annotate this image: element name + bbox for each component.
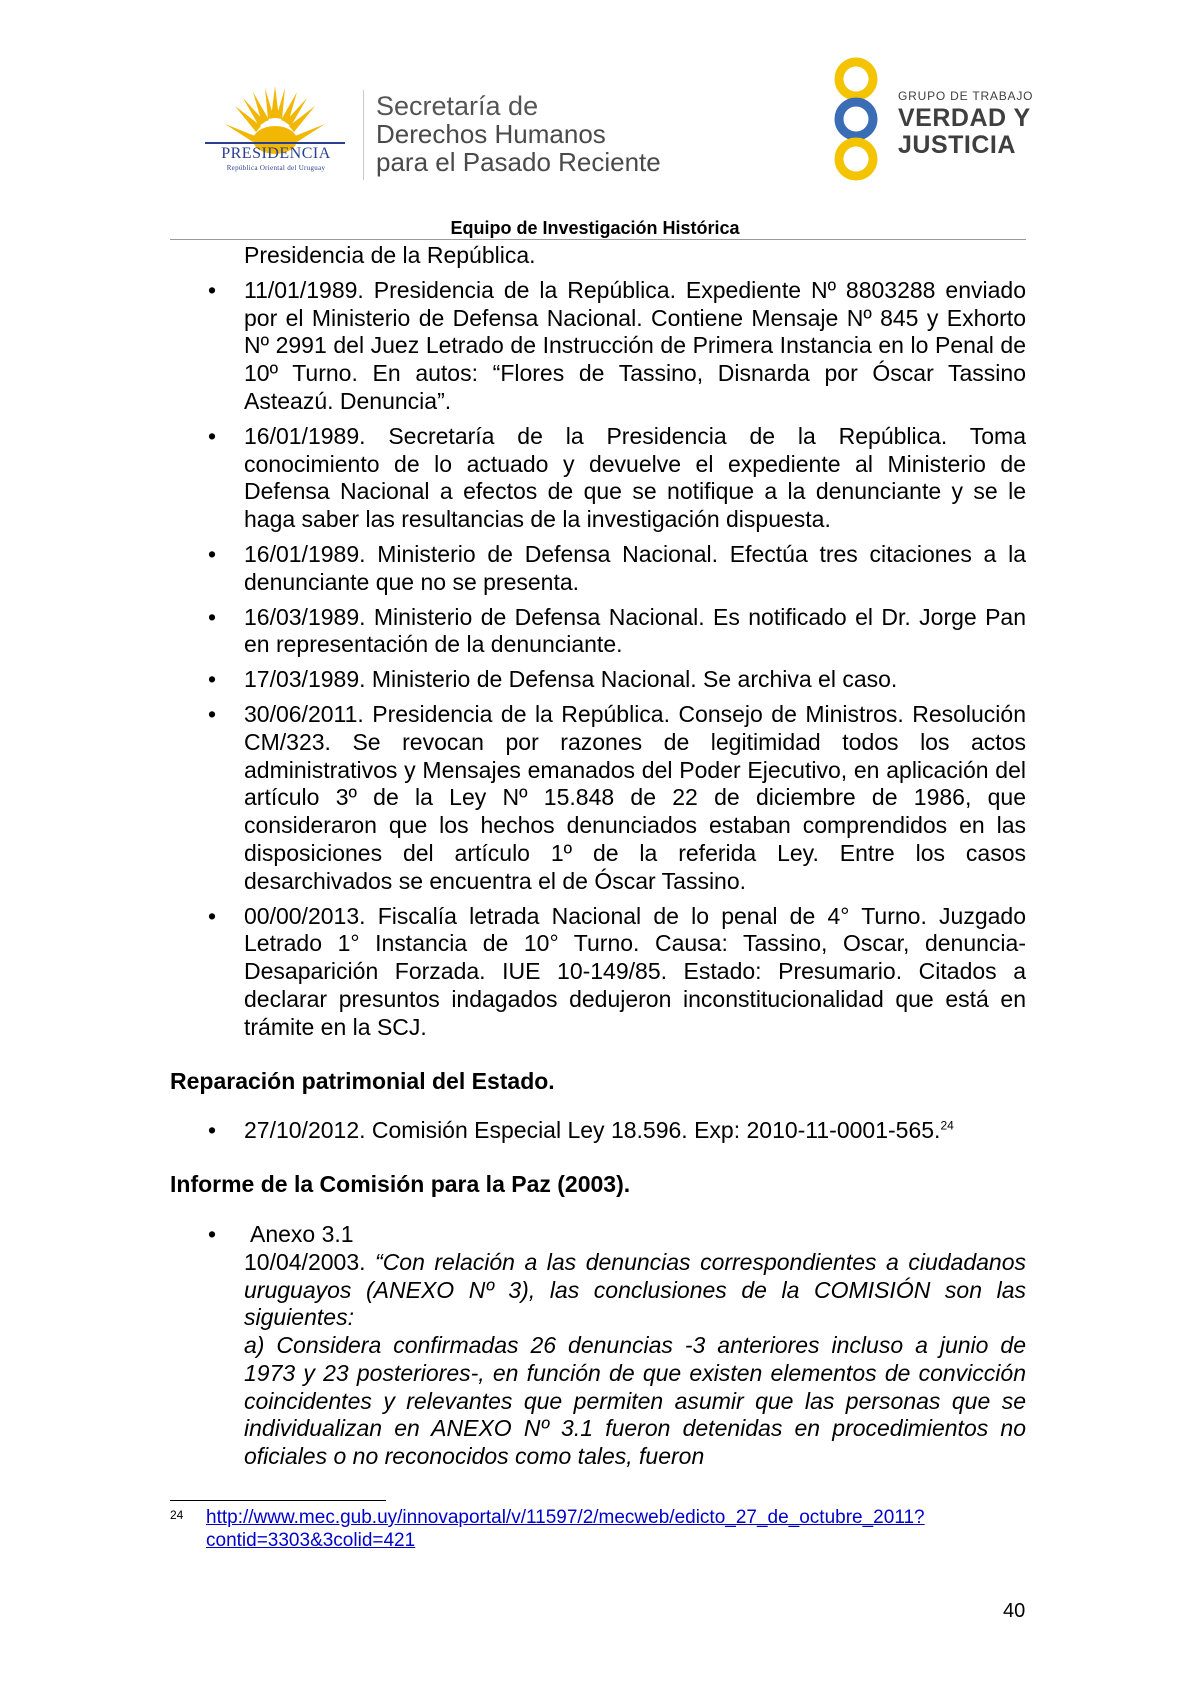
bullet-icon: • [208,540,217,567]
header-rule [170,239,1026,240]
comision-list [170,1221,1026,1249]
bullet-icon: • [208,276,217,303]
bullet-icon: • [208,1117,217,1144]
list-item-text: 11/01/1989. Presidencia de la República. Expediente Nº 8803288 enviado por el Ministerio de Defensa Nacional. Contiene Mensaje Nº 845 y Exhorto Nº 2991 del Juez Letrado de Instrucción de Primera Instancia en lo Penal de 10º Turno. En autos: “Flores de Tassino, Disnarda por Óscar Tassino Asteazú. Denuncia”. [244,276,1026,414]
footnote [170,1506,1026,1552]
secretaria-line1: Secretaría de [376,91,539,121]
header-divider [363,90,364,180]
bullet-icon: • [208,1220,217,1247]
list-item [170,277,1026,416]
secretaria-wordmark [376,92,661,176]
list-item [170,541,1026,597]
list-item [170,1117,1026,1145]
anexo-date: 10/04/2003. [244,1248,376,1275]
bullet-icon: • [208,666,217,693]
list-item [170,1221,1026,1249]
continuation-text: Presidencia de la República. [244,242,536,268]
section-heading-comision: Informe de la Comisión para la Paz (2003). [170,1171,631,1198]
list-item [170,604,1026,660]
list-item [170,701,1026,896]
equipo-title: Equipo de Investigación Histórica [450,218,740,238]
footnote-link-line2[interactable]: contid=3303&3colid=421 [206,1530,416,1551]
presidencia-wordmark [196,145,356,172]
list-item-text: 30/06/2011. Presidencia de la República. Consejo de Ministros. Resolución CM/323. Se revocan por razones de legitimidad todos los actos administrativos y Mensajes emanados del Poder Ejecutivo, en aplicación del artículo 3º de la Ley Nº 15.848 de 22 de diciembre de 1986, que consideraron que los hechos denunciados estaban comprendidos en las disposiciones del artículo 1º de la referida Ley. Entre los casos desarchivados se encuentra el de Óscar Tassino. [244,700,1026,894]
footnote-link-line1[interactable]: http://www.mec.gub.uy/innovaportal/v/11597/2/mecweb/edicto_27_de_octubre_2011? [206,1507,925,1528]
verdad-y-label: VERDAD Y [898,104,1031,132]
reparacion-list [170,1117,1026,1145]
list-item-text: Anexo 3.1 [250,1220,354,1247]
list-item [170,903,1026,1042]
grupo-trabajo-label: GRUPO DE TRABAJO [898,89,1034,103]
anexo-quote-a: a) Considera confirmadas 26 denuncias -3 anteriores incluso a junio de 1973 y 23 posteriores-, en función de que existen elementos de convicción coincidentes y relevantes que permiten asumir que las personas que se individualizan en ANEXO Nº 3.1 fueron detenidas en procedimientos no oficiales o no reconocidos como tales, fueron [244,1332,1026,1470]
list-item-text: 16/01/1989. Ministerio de Defensa Nacional. Efectúa tres citaciones a la denunciante que no se presenta. [244,540,1026,595]
verdad-justicia-rings-logo [820,57,892,182]
footnote-reference[interactable]: 24 [940,1118,954,1133]
list-item-text: 16/01/1989. Secretaría de la Presidencia de la República. Toma conocimiento de lo actuado y devuelve el expediente al Ministerio de Defensa Nacional a efectos de que se notifique a la denunciante y se le haga saber las resultancias de la investigación dispuesta. [244,422,1026,533]
bullet-icon: • [208,700,217,727]
footnote-rule [170,1500,386,1501]
presidencia-name: PRESIDENCIA [221,145,331,162]
secretaria-line2: Derechos Humanos [376,119,606,149]
bullet-icon: • [208,902,217,929]
list-item-text: 27/10/2012. Comisión Especial Ley 18.596. Exp: 2010-11-0001-565. [244,1117,941,1144]
list-item [170,423,1026,534]
bullet-icon: • [208,422,217,449]
list-item-text: 16/03/1989. Ministerio de Defensa Nacional. Es notificado el Dr. Jorge Pan en representación de la denunciante. [244,603,1026,658]
section-heading-reparacion: Reparación patrimonial del Estado. [170,1067,555,1094]
bullet-icon: • [208,603,217,630]
footnote-number: 24 [170,1508,184,1522]
footnote-link[interactable] [206,1506,1026,1552]
list-item-text: 00/00/2013. Fiscalía letrada Nacional de lo penal de 4° Turno. Juzgado Letrado 1° Instancia de 10° Turno. Causa: Tassino, Oscar, denuncia-Desaparición Forzada. IUE 10-149/85. Estado: Presumario. Citados a declarar presuntos indagados dedujeron inconstitucionalidad que está en trámite en la SCJ. [244,902,1026,1040]
secretaria-line3: para el Pasado Reciente [376,147,661,177]
justicia-label: JUSTICIA [898,131,1016,159]
list-item-text: 17/03/1989. Ministerio de Defensa Nacional. Se archiva el caso. [244,666,898,693]
page-number: 40 [1003,1600,1026,1622]
presidencia-subtitle: República Oriental del Uruguay [226,164,326,172]
page-body [170,242,1026,1471]
grupo-trabajo-wordmark [898,89,1033,159]
anexo-paragraph [244,1249,1026,1471]
page-header [0,0,1190,240]
list-item [170,666,1026,694]
anexo-quote-intro: “Con relación a las denuncias correspondientes a ciudadanos uruguayos (ANEXO Nº 3), las conclusiones de la COMISIÓN son las siguientes: [244,1248,1026,1331]
chronology-list [170,277,1026,1042]
